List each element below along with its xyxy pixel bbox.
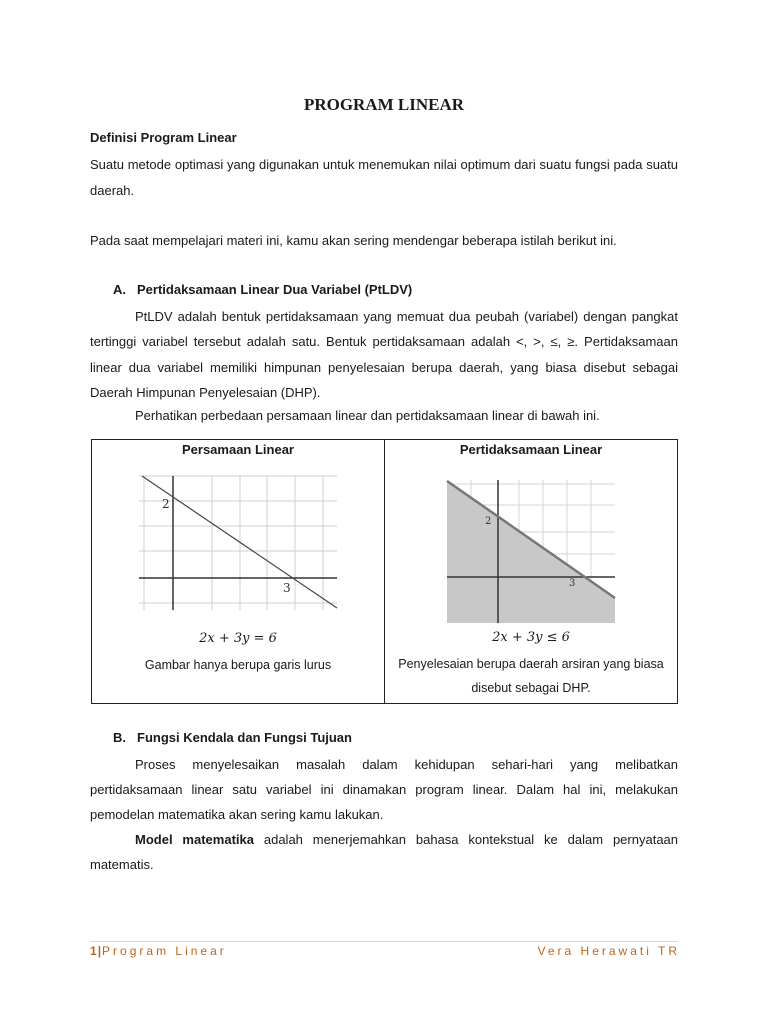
inequality-shaded-region <box>447 481 615 623</box>
section-b-paragraph-1: Proses menyelesaikan masalah dalam kehidupan sehari-hari yang melibatkan pertidaksamaan linear satu variabel ini dinamakan program linear. Dalam hal ini, melakukan pemodelan matematika akan sering kamu lakukan. <box>90 757 678 822</box>
intro-text: Pada saat mempelajari materi ini, kamu akan sering mendengar beberapa istilah berikut ini. <box>90 233 617 248</box>
section-b-paragraph-2 <box>90 827 678 877</box>
inequality-graph-label-x: 3 <box>569 578 576 589</box>
section-b-letter: B. <box>113 730 126 745</box>
section-a-paragraph-2: Perhatikan perbedaan persamaan linear dan pertidaksamaan linear di bawah ini. <box>135 408 600 423</box>
equation-graph <box>137 470 342 615</box>
section-b-title: Fungsi Kendala dan Fungsi Tujuan <box>137 730 352 745</box>
equation-graph-label-x: 3 <box>283 581 291 595</box>
footer-separator: | <box>97 944 103 958</box>
inequality-graph <box>445 478 617 626</box>
inequality-text: 2x + 3y ≤ 6 <box>492 630 570 645</box>
definition-heading: Definisi Program Linear <box>90 130 237 145</box>
model-definition: adalah menerjemahkan bahasa kontekstual ke dalam pernyataan matematis. <box>90 832 679 872</box>
equation-text: 2x + 3y = 6 <box>199 631 277 646</box>
comparison-table <box>91 439 678 704</box>
section-a-heading <box>113 280 412 300</box>
footer-left <box>90 944 227 958</box>
table-header-inequality: Pertidaksamaan Linear <box>459 442 603 457</box>
table-header-equation: Persamaan Linear <box>181 442 294 457</box>
section-a-title: Pertidaksamaan Linear Dua Variabel (PtLDV) <box>137 282 413 297</box>
page-number: 1 <box>90 944 98 958</box>
section-b-heading <box>113 728 352 748</box>
footer-rule <box>90 941 678 942</box>
table-cell-inequality <box>385 440 677 703</box>
definition-text: Suatu metode optimasi yang digunakan untuk menemukan nilai optimum dari suatu fungsi pada suatu daerah. <box>90 157 678 198</box>
page-title: PROGRAM LINEAR <box>303 95 465 114</box>
inequality-graph-label-y: 2 <box>485 516 492 527</box>
equation-caption: Gambar hanya berupa garis lurus <box>144 658 332 672</box>
section-a-letter: A. <box>113 282 126 297</box>
footer-title: Program Linear <box>102 944 227 958</box>
inequality-caption: Penyelesaian berupa daerah arsiran yang biasa disebut sebagai DHP. <box>398 657 664 695</box>
model-term: Model matematika <box>135 832 254 847</box>
section-a-paragraph-1: PtLDV adalah bentuk pertidaksamaan yang memuat dua peubah (variabel) dengan pangkat tertinggi variabel tersebut adalah satu. Bentuk pertidaksamaan adalah <, >, ≤, ≥. Pertidaksamaan linear dua variabel memiliki himpunan penyelesaian berupa daerah, yang biasa disebut sebagai Daerah Himpunan Penyelesaian (DHP). <box>90 309 678 400</box>
table-cell-equation <box>92 440 384 703</box>
footer-author: Vera Herawati TR <box>537 944 680 958</box>
equation-graph-label-y: 2 <box>162 497 170 511</box>
